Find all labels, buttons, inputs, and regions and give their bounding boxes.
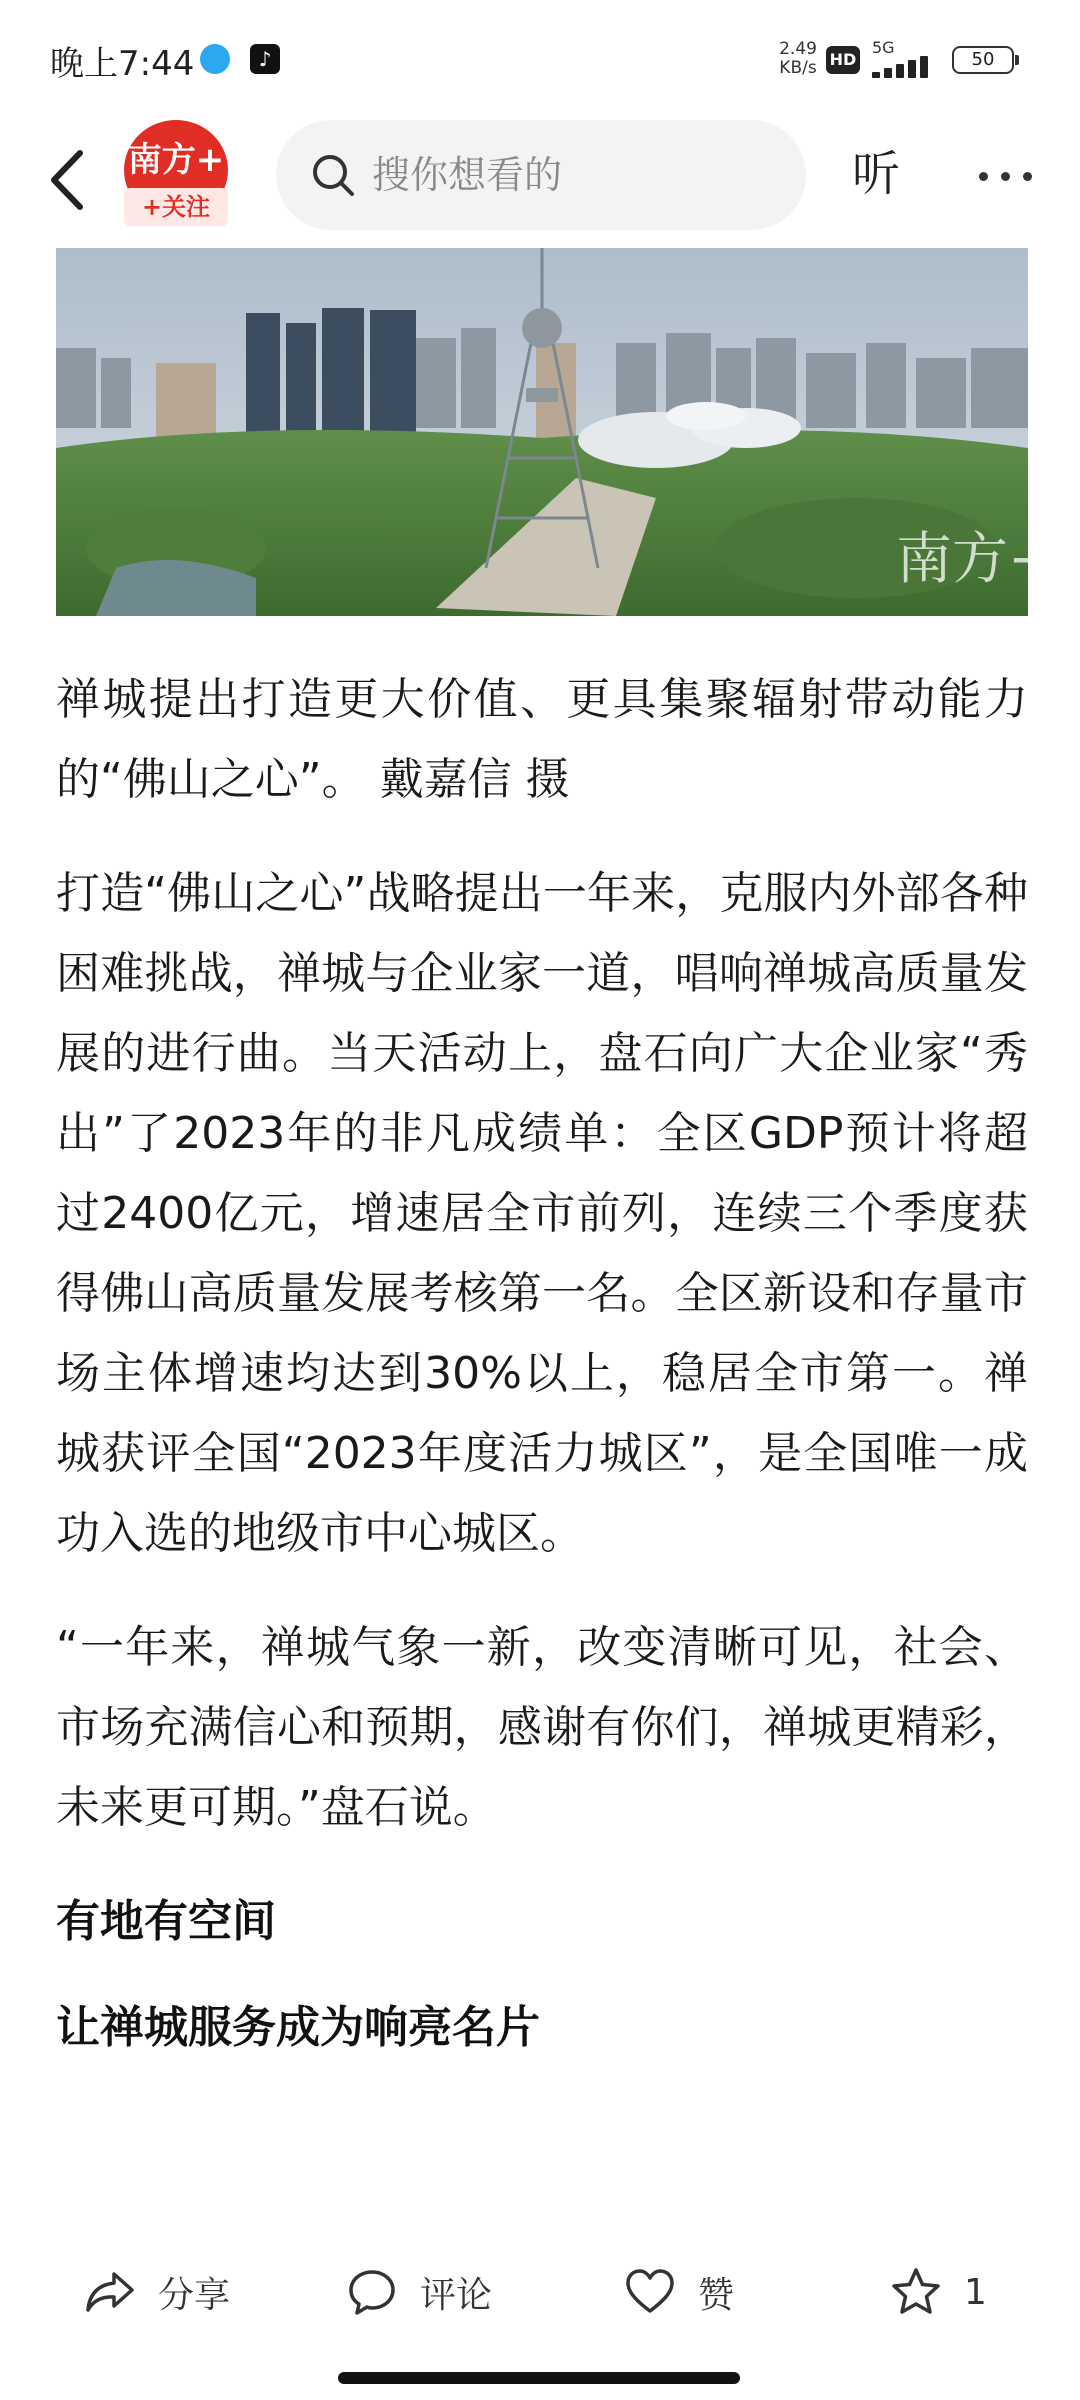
share-button[interactable] xyxy=(84,2222,230,2362)
more-dot xyxy=(1023,172,1032,181)
tiktok-notification-icon: ♪ xyxy=(250,44,280,74)
network-speed-value: 2.49 xyxy=(779,39,817,59)
home-indicator[interactable] xyxy=(338,2372,740,2384)
favorite-button[interactable] xyxy=(890,2222,987,2362)
publisher-logo: 南方+ xyxy=(124,120,228,220)
article-body xyxy=(56,660,1028,2094)
search-input[interactable] xyxy=(276,120,806,230)
like-label: 赞 xyxy=(698,2274,735,2316)
app-notification-icon xyxy=(200,44,230,74)
more-dot xyxy=(1001,172,1010,181)
comment-icon xyxy=(346,2266,398,2318)
favorite-count: 1 xyxy=(964,2271,987,2313)
photo-watermark: 南方+ xyxy=(896,527,1055,592)
article-hero-image[interactable] xyxy=(56,248,1055,616)
hd-icon: HD xyxy=(826,46,860,74)
network-speed xyxy=(768,40,828,78)
status-time: 晚上7:44 xyxy=(50,44,195,84)
signal-icon xyxy=(872,56,938,78)
star-icon xyxy=(890,2266,942,2318)
listen-button[interactable]: 听 xyxy=(852,146,901,202)
heart-icon xyxy=(624,2266,676,2318)
search-icon xyxy=(310,152,356,198)
section-heading: 有地有空间 xyxy=(56,1896,276,1947)
city-skyline-photo xyxy=(56,248,1055,616)
follow-label: +关注 xyxy=(124,188,228,226)
comment-button[interactable] xyxy=(346,2222,492,2362)
back-button[interactable] xyxy=(42,145,96,215)
search-placeholder: 搜你想看的 xyxy=(372,153,563,197)
share-label: 分享 xyxy=(158,2274,231,2316)
share-icon xyxy=(84,2266,136,2318)
more-dots-icon xyxy=(979,172,988,181)
network-type: 5G xyxy=(872,38,895,57)
top-nav xyxy=(0,120,1080,240)
section-heading: 让禅城服务成为响亮名片 xyxy=(56,2002,540,2053)
article-paragraph: “一年来，禅城气象一新，改变清晰可见，社会、市场充满信心和预期，感谢有你们，禅城更精彩，未来更可期。”盘石说。 xyxy=(56,1622,1028,1833)
status-bar xyxy=(0,0,1080,120)
comment-label: 评论 xyxy=(420,2274,493,2316)
like-button[interactable] xyxy=(624,2222,734,2362)
bottom-action-bar xyxy=(0,2222,1080,2362)
chevron-left-icon xyxy=(42,145,96,215)
more-button[interactable] xyxy=(975,160,1035,190)
article-paragraph: 打造“佛山之心”战略提出一年来，克服内外部各种困难挑战，禅城与企业家一道，唱响禅城高质量发展的进行曲。当天活动上，盘石向广大企业家“秀出”了2023年的非凡成绩单：全区GDP预计将超过2400亿元，增速居全市前列，连续三个季度获得佛山高质量发展考核第一名。全区新设和存量市场主体增速均达到30%以上，稳居全市第一。禅城获评全国“2023年度活力城区”，是全国唯一成功入选的地级市中心城区。 xyxy=(56,868,1028,1559)
network-speed-unit: KB/s xyxy=(779,58,817,78)
battery-icon: 50 xyxy=(952,46,1014,74)
publisher-follow-button[interactable] xyxy=(120,120,232,230)
image-caption: 禅城提出打造更大价值、更具集聚辐射带动能力的“佛山之心”。 戴嘉信 摄 xyxy=(56,674,1028,805)
